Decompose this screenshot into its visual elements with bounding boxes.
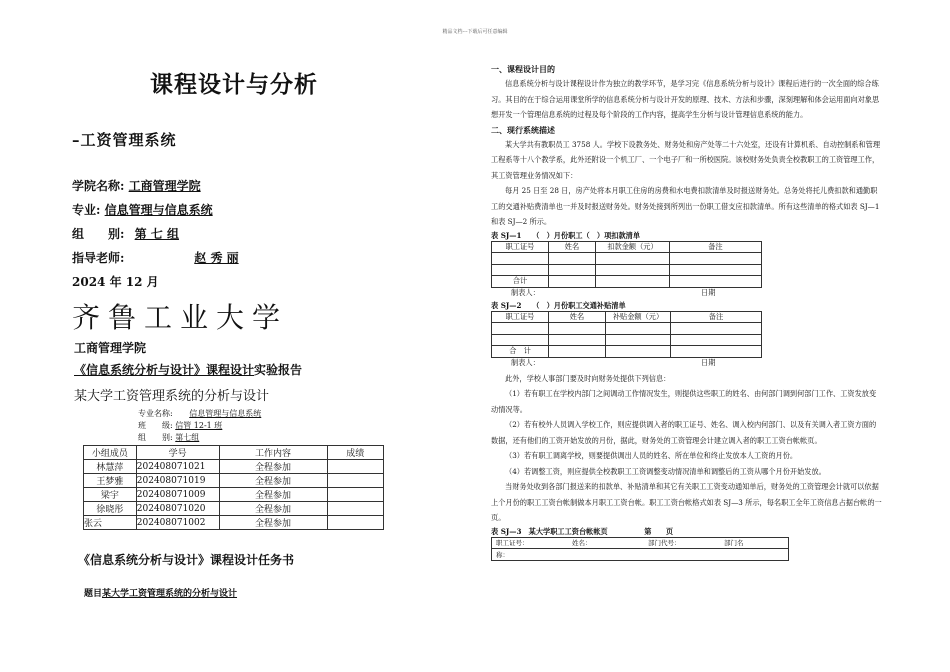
- table-row: [492, 253, 762, 265]
- member-id: 202408071019: [136, 474, 219, 488]
- info-value: 信息管理与信息系统: [189, 409, 262, 418]
- field-label: 专业:: [72, 203, 101, 217]
- list-item: （1）若有职工在学校内部门之间调动工作情况发生，则提供这些职工的姓名、由何部门调到何部门工作、工资发放变动情况等。: [491, 389, 877, 414]
- member-name: 王梦雅: [84, 474, 137, 488]
- total-label: 合计: [492, 276, 549, 288]
- header-note: 精品文档---下载后可任意编辑: [442, 29, 508, 35]
- info-value: 信管 12-1 班: [175, 421, 223, 430]
- field-label: 指导老师:: [72, 251, 125, 265]
- member-id: 202408071021: [136, 460, 219, 474]
- school-name: 工商管理学院: [74, 341, 147, 355]
- list-item: （2）若有校外人员调入学校工作，则应提供调入者的职工证号、姓名、调入校内何部门、以及有关调入者工资方面的数据，还有他们的工资开始发放的月份，据此，财务处的工资管理会计建立调入者的职工工资台帐帐页。: [491, 420, 877, 445]
- field-dept-name-cont: 称：: [492, 549, 789, 561]
- list-item: （3）若有职工调离学校，则要提供调出人员的姓名、所在单位和终止发放本人工资的月份。: [505, 451, 798, 460]
- section-1-paragraph: 信息系统分析与设计课程设计作为独立的教学环节，是学习完《信息系统分析与设计》课程后进行的一次全面的综合练习。其目的在于综合运用课堂所学的信息系统分析与设计开发的原理、技术、方法和步骤，深刻理解和体会运用面向对象思想开发一个管理信息系统的过程及每个阶段的工作内容，提高学生分析与设计管理信息系统的能力。: [491, 79, 880, 119]
- report-title-suffix: 实验报告: [254, 363, 303, 377]
- field-college: [72, 177, 201, 194]
- member-name: 梁宇: [84, 488, 137, 502]
- info-label: 专业名称:: [138, 409, 173, 418]
- table-header-cell: 职工证号: [492, 241, 549, 253]
- report-title: [74, 361, 302, 378]
- info-major: [138, 408, 311, 419]
- table-row: [84, 474, 384, 488]
- table2-footer: [491, 358, 882, 371]
- member-id: 202408071002: [136, 516, 219, 530]
- table-header-row: [492, 241, 762, 253]
- section-2-paragraph-1: 某大学共有教职员工 3758 人。学校下设教务处、财务处和房产处等二十六处室，还设有计算机系、自动控制系和管理工程系等十八个教学系，此外还附设一个机工厂、一个电子厂和一所校医院。该校财务处负责全校教职工的工资管理工作，其工资管理业务情况如下：: [491, 139, 881, 180]
- table-row: [84, 488, 384, 502]
- table-header-cell: 职工证号: [492, 311, 549, 323]
- table-header-cell: 备注: [671, 311, 762, 323]
- field-name: 姓名：: [572, 537, 648, 549]
- member-score: [327, 460, 383, 474]
- report-title-prefix: 《信息系统分析与设计》课程设计: [74, 363, 255, 377]
- table-sj3: [491, 537, 789, 561]
- table-row: [84, 460, 384, 474]
- total-label: 合 计: [492, 346, 549, 358]
- table-header-cell: 扣款金额（元）: [596, 241, 670, 253]
- table-header-cell: 姓名: [549, 241, 596, 253]
- section-2-paragraph-2: 每月 25 日至 28 日，房产处将本月职工住房的房费和水电费扣款清单及时报送财务处。总务处将托儿费扣款和通勤职工的交通补贴费清单也一并及时报送财务处。财务处接到所列出一份职工借支应扣款清单。所有这些清单的格式如表 SJ—1 和表 SJ—2 所示。: [491, 186, 880, 226]
- table-row: [492, 264, 762, 276]
- member-work: 全程参加: [219, 516, 327, 530]
- table2-caption: 表 SJ—2 （ ）月份职工交通补贴清单: [491, 300, 626, 310]
- table1-caption: 表 SJ—1 （ ）月份职工（ ）项扣款清单: [491, 230, 641, 240]
- field-employee-id: 职工证号：: [492, 537, 573, 549]
- table2-date: 日期: [701, 357, 716, 367]
- member-id: 202408071009: [136, 488, 219, 502]
- table-header-row: [492, 311, 762, 323]
- list-item: （4）若调整工资，则应提供全校教职工工资调整变动情况清单和调整后的工资从哪个月份开始发放。: [505, 466, 826, 476]
- cover-date: 2024 年 12 月: [72, 275, 159, 289]
- table-header-cell: 学号: [136, 446, 219, 460]
- member-score: [327, 516, 383, 530]
- university-name: 齐鲁工业大学: [72, 301, 289, 334]
- info-class: [138, 420, 222, 431]
- info-group: [138, 432, 199, 443]
- info-label: 班 级:: [138, 421, 173, 430]
- table2-preparer: 制表人：: [511, 357, 540, 367]
- field-dept-code: 部门代号：: [648, 537, 724, 549]
- table-sj2: [491, 311, 762, 358]
- table1-footer: [491, 288, 882, 301]
- table-row: [84, 516, 384, 530]
- table-header-cell: 姓名: [549, 311, 606, 323]
- table-header-row: [84, 446, 384, 460]
- table-header-cell: 补贴金额（元）: [606, 311, 671, 323]
- cover-subtitle: –工资管理系统: [72, 131, 177, 149]
- member-name: 张云: [84, 516, 137, 530]
- field-advisor: [72, 249, 239, 266]
- table-row: [492, 537, 789, 549]
- topic-value: 某大学工资管理系统的分析与设计: [102, 589, 238, 599]
- topic-label: 题目: [84, 589, 103, 599]
- member-id: 202408071020: [136, 502, 219, 516]
- table-total-row: [492, 346, 762, 358]
- cover-title: 课程设计与分析: [150, 71, 318, 98]
- table-total-row: [492, 276, 762, 288]
- table-row: [492, 549, 789, 561]
- section-1-title: 一、课程设计目的: [491, 64, 555, 74]
- member-score: [327, 474, 383, 488]
- member-work: 全程参加: [219, 460, 327, 474]
- intro-paragraph: 此外，学校人事部门要及时向财务处提供下列信息：: [505, 373, 671, 383]
- topic-line: [84, 586, 237, 599]
- field-value: 信息管理与信息系统: [104, 203, 213, 217]
- table-header-cell: 小组成员: [84, 446, 137, 460]
- field-group: [72, 225, 185, 242]
- field-value: 工商管理学院: [128, 179, 201, 193]
- field-value: 第 七 组: [134, 227, 179, 241]
- table-sj1: [491, 241, 762, 288]
- field-major: [72, 201, 213, 218]
- table1-date: 日期: [701, 287, 716, 297]
- member-work: 全程参加: [219, 488, 327, 502]
- table-row: [492, 323, 762, 335]
- report-subject: 某大学工资管理系统的分析与设计: [74, 389, 270, 404]
- table3-caption-row: [491, 527, 882, 537]
- member-score: [327, 502, 383, 516]
- table-row: [84, 502, 384, 516]
- table3-caption: 表 SJ—3 某大学职工工资台帐帐页: [491, 526, 608, 536]
- task-title: 《信息系统分析与设计》课程设计任务书: [78, 553, 295, 567]
- field-label: 学院名称:: [72, 179, 125, 193]
- closing-paragraph: 当财务处收到各部门报送来的扣款单、补贴清单和其它有关职工工资变动通知单后，财务处的工资管理会计就可以依据上个月份的职工工资台帐制做本月职工工资台帐。职工工资台帐格式如表 SJ—3 所示，每名职工全年工资信息占据台帐的一页。: [491, 482, 882, 522]
- table-header-cell: 成绩: [327, 446, 383, 460]
- info-label: 组 别:: [138, 433, 173, 442]
- table-header-cell: 工作内容: [219, 446, 327, 460]
- members-table: [83, 445, 384, 530]
- section-2-title: 二、现行系统描述: [491, 124, 555, 135]
- field-label: 组 别:: [72, 227, 125, 241]
- table1-preparer: 制表人：: [511, 287, 540, 297]
- table-header-cell: 备注: [670, 241, 762, 253]
- table3-page: 第 页: [644, 526, 674, 536]
- field-dept-name: 部门名: [724, 537, 789, 549]
- right-column: [491, 62, 882, 561]
- member-name: 林慧萍: [84, 460, 137, 474]
- member-work: 全程参加: [219, 502, 327, 516]
- member-name: 徐晓彤: [84, 502, 137, 516]
- member-score: [327, 488, 383, 502]
- table-row: [492, 334, 762, 346]
- info-value: 第七组: [175, 433, 200, 442]
- member-work: 全程参加: [219, 474, 327, 488]
- field-value: 赵 秀 丽: [194, 251, 239, 265]
